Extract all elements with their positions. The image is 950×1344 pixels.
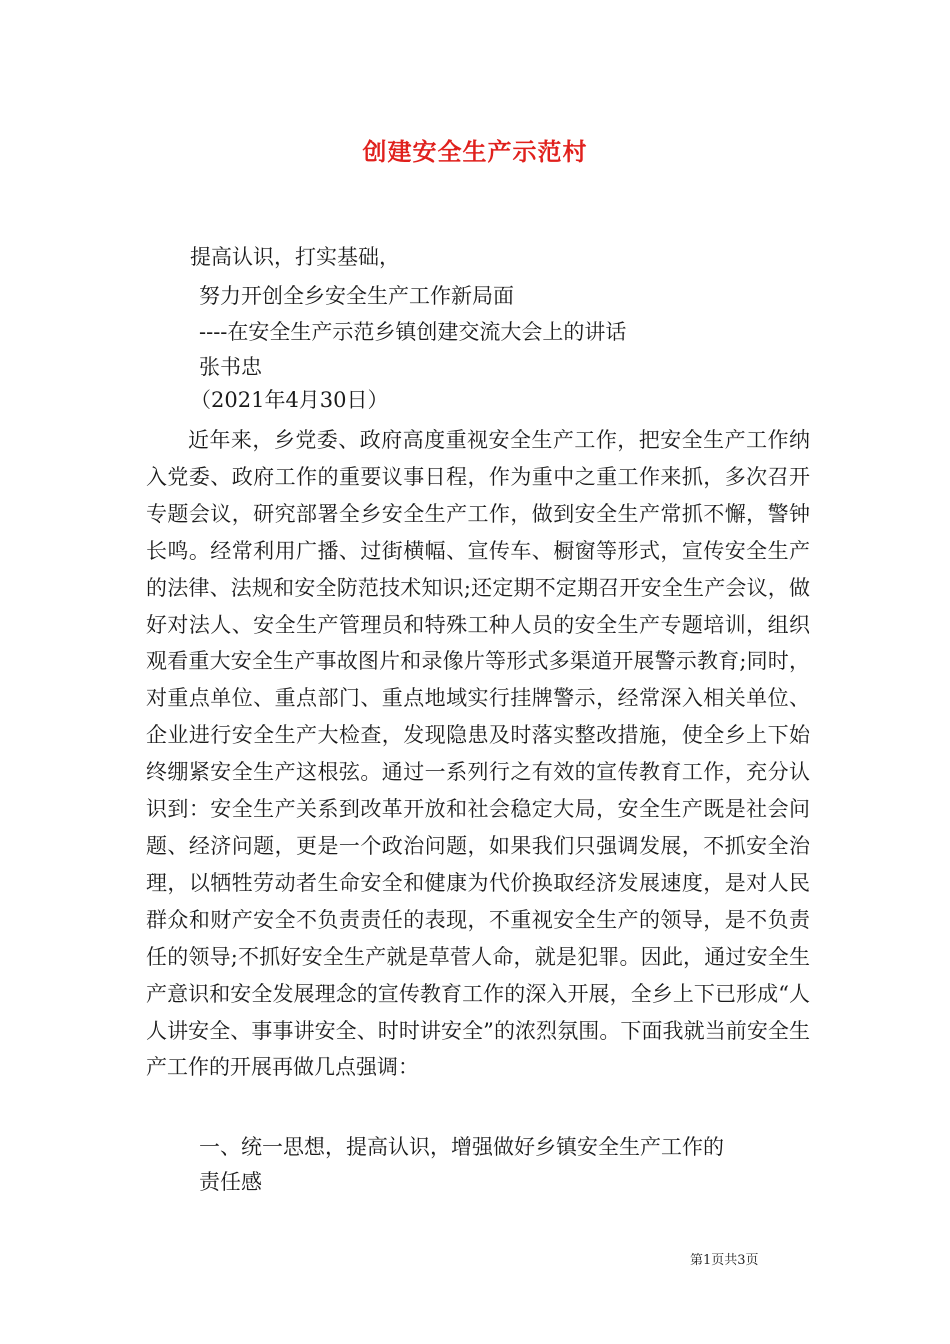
body-paragraph: 近年来，乡党委、政府高度重视安全生产工作，把安全生产工作纳入党委、政府工作的重要议事日程，作为重中之重工作来抓，多次召开专题会议，研究部署全乡安全生产工作，做到安全生产常抓不懈，警钟长鸣。经常利用广播、过街横幅、宣传车、橱窗等形式，宣传安全生产的法律、法规和安全防范技术知识;还定期不定期召开安全生产会议，做好对法人、安全生产管理员和特殊工种人员的安全生产专题培训，组织观看重大安全生产事故图片和录像片等形式多渠道开展警示教育;同时，对重点单位、重点部门、重点地域实行挂牌警示，经常深入相关单位、企业进行安全生产大检查，发现隐患及时落实整改措施，使全乡上下始终绷紧安全生产这根弦。通过一系列行之有效的宣传教育工作，充分认识到：安全生产关系到改革开放和社会稳定大局，安全生产既是社会问题、经济问题，更是一个政治问题，如果我们只强调发展，不抓安全治理，以牺牲劳动者生命安全和健康为代价换取经济发展速度，是对人民群众和财产安全不负责责任的表现，不重视安全生产的领导，是不负责任的领导;不抓好安全生产就是草菅人命，就是犯罪。因此，通过安全生产意识和安全发展理念的宣传教育工作的深入开展，全乡上下已形成“人人讲安全、事事讲安全、时时讲安全”的浓烈氛围。下面我就当前安全生产工作的开展再做几点强调： bbox=[146, 428, 810, 1080]
document-title: 创建安全生产示范村 bbox=[362, 137, 588, 166]
section-heading-line-1: 一、统一思想，提高认识，增强做好乡镇安全生产工作的 bbox=[199, 1135, 724, 1159]
speech-headline-1: 提高认识，打实基础， bbox=[190, 245, 400, 269]
section-heading-line-2: 责任感 bbox=[199, 1170, 262, 1194]
speech-subtitle: ----在安全生产示范乡镇创建交流大会上的讲话 bbox=[199, 320, 627, 344]
page-indicator: 第1页共3页 bbox=[690, 1253, 759, 1268]
speech-headline-2: 努力开创全乡安全生产工作新局面 bbox=[199, 284, 514, 308]
speaker-name: 张书忠 bbox=[199, 355, 262, 379]
speech-date: （2021年4月30日） bbox=[190, 388, 389, 412]
body-text bbox=[146, 422, 810, 1086]
